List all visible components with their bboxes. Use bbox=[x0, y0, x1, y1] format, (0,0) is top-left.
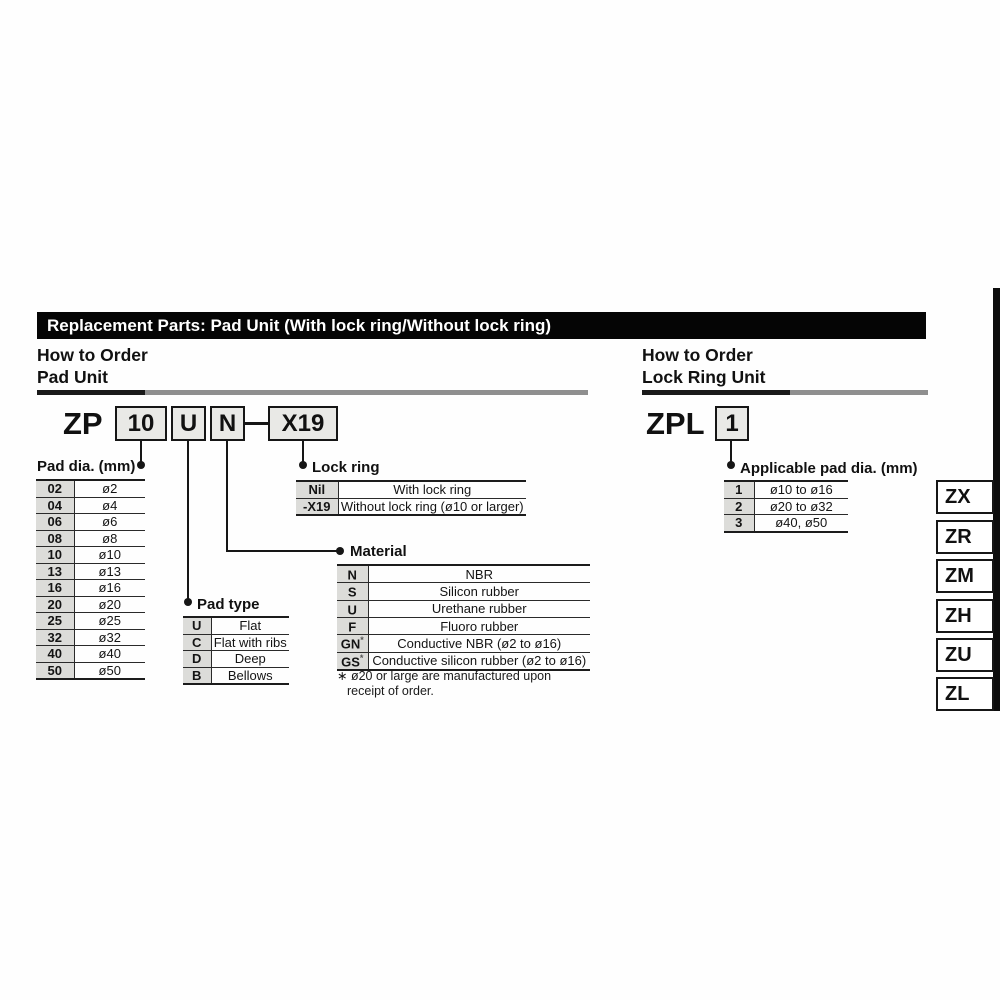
pad-dia-heading: Pad dia. (mm) bbox=[37, 458, 136, 475]
pad-size-box: 10 bbox=[115, 406, 167, 441]
table-row: -X19 Without lock ring (ø10 or larger) bbox=[296, 498, 526, 515]
heading-rule-black bbox=[37, 390, 145, 395]
table-row: GS* Conductive silicon rubber (ø2 to ø16) bbox=[337, 652, 590, 670]
connector-dot bbox=[137, 461, 145, 469]
table-row: 2 ø20 to ø32 bbox=[724, 498, 848, 515]
tab-zu: ZU bbox=[936, 638, 994, 672]
tab-zl: ZL bbox=[936, 677, 994, 711]
tab-zx: ZX bbox=[936, 480, 994, 514]
table-row: 3 ø40, ø50 bbox=[724, 515, 848, 532]
table-row: D Deep bbox=[183, 651, 289, 668]
table-row: 06 ø6 bbox=[36, 514, 145, 531]
table-row: 16 ø16 bbox=[36, 580, 145, 597]
how-to-order-label: How to Order bbox=[642, 345, 753, 365]
connector-pad-type bbox=[187, 441, 189, 602]
table-row: S Silicon rubber bbox=[337, 583, 590, 600]
lock-ring-unit-heading bbox=[642, 345, 765, 388]
table-row: 40 ø40 bbox=[36, 646, 145, 663]
material-heading: Material bbox=[350, 543, 407, 560]
applicable-table bbox=[724, 480, 848, 533]
material-box: N bbox=[210, 406, 245, 441]
table-row: 50 ø50 bbox=[36, 662, 145, 679]
connector-dot bbox=[299, 461, 307, 469]
table-row: U Urethane rubber bbox=[337, 600, 590, 617]
tab-zm: ZM bbox=[936, 559, 994, 593]
applicable-dia-box: 1 bbox=[715, 406, 749, 441]
table-row: 02 ø2 bbox=[36, 480, 145, 497]
connector-material-h bbox=[226, 550, 340, 552]
table-row: 25 ø25 bbox=[36, 613, 145, 630]
table-row: 13 ø13 bbox=[36, 563, 145, 580]
pad-type-box: U bbox=[171, 406, 206, 441]
table-row: 1 ø10 to ø16 bbox=[724, 481, 848, 498]
material-note: ∗ ø20 or large are manufactured upon receipt of order. bbox=[337, 669, 552, 698]
tab-zh: ZH bbox=[936, 599, 994, 633]
tab-zr: ZR bbox=[936, 520, 994, 554]
table-row: F Fluoro rubber bbox=[337, 617, 590, 634]
table-row: GN* Conductive NBR (ø2 to ø16) bbox=[337, 635, 590, 652]
pad-unit-heading bbox=[37, 345, 148, 388]
lock-ring-heading: Lock ring bbox=[312, 459, 380, 476]
heading-rule-gray bbox=[145, 390, 588, 395]
pad-unit-label: Pad Unit bbox=[37, 366, 108, 387]
lock-ring-unit-label: Lock Ring Unit bbox=[642, 366, 766, 387]
part-prefix-zp: ZP bbox=[63, 406, 103, 441]
table-row: 20 ø20 bbox=[36, 596, 145, 613]
how-to-order-label: How to Order bbox=[37, 345, 148, 365]
part-prefix-zpl: ZPL bbox=[646, 406, 705, 441]
applicable-heading: Applicable pad dia. (mm) bbox=[740, 460, 918, 477]
table-row: N NBR bbox=[337, 565, 590, 583]
table-row: 04 ø4 bbox=[36, 497, 145, 514]
pad-type-table bbox=[183, 616, 289, 685]
table-row: 10 ø10 bbox=[36, 547, 145, 564]
heading-rule-gray bbox=[790, 390, 928, 395]
option-box: X19 bbox=[268, 406, 338, 441]
connector-dot bbox=[336, 547, 344, 555]
connector-material-v bbox=[226, 441, 228, 552]
pad-dia-table bbox=[36, 479, 145, 680]
table-row: 08 ø8 bbox=[36, 530, 145, 547]
page-edge-bar bbox=[993, 288, 1000, 711]
dash-connector bbox=[245, 422, 268, 425]
table-row: Nil With lock ring bbox=[296, 481, 526, 498]
table-row: C Flat with ribs bbox=[183, 634, 289, 651]
lock-ring-table bbox=[296, 480, 526, 516]
heading-rule-black bbox=[642, 390, 790, 395]
section-title-bar: Replacement Parts: Pad Unit (With lock ring/Without lock ring) bbox=[37, 312, 926, 339]
connector-dot bbox=[727, 461, 735, 469]
pad-type-heading: Pad type bbox=[197, 596, 260, 613]
connector-dot bbox=[184, 598, 192, 606]
table-row: U Flat bbox=[183, 617, 289, 634]
table-row: B Bellows bbox=[183, 667, 289, 684]
material-table bbox=[337, 564, 590, 671]
table-row: 32 ø32 bbox=[36, 629, 145, 646]
